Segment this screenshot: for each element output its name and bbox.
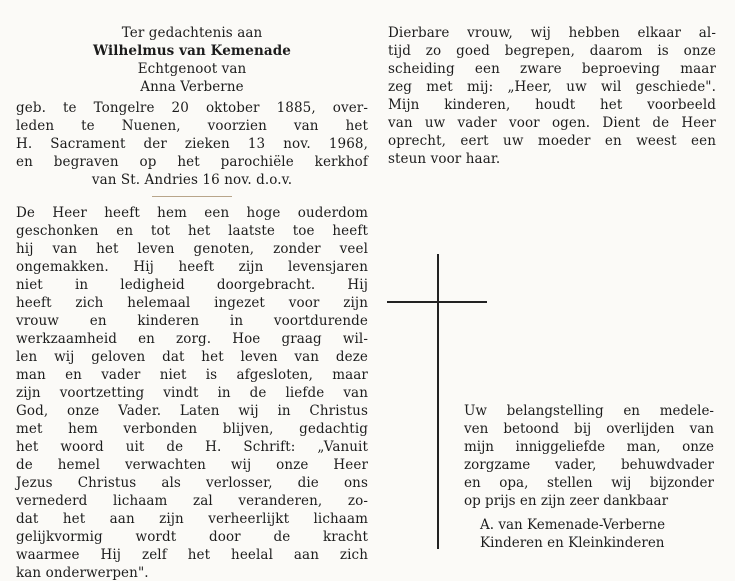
deceased-name: Wilhelmus van Kemenade (93, 43, 291, 59)
text-line: het woord uit de H. Schrift: „Vanuit (16, 439, 368, 455)
divider-rule (152, 196, 232, 197)
text-line: ongemakken. Hij heeft zijn levensjaren (16, 259, 368, 275)
text-line: Mijn kinderen, houdt het voorbeeld (388, 97, 716, 113)
text-line: zijn voortzetting vindt in de liefde van (16, 385, 368, 401)
text-line: len wij geloven dat het leven van deze (16, 349, 368, 365)
text-line: kan onderwerpen". (16, 565, 149, 581)
text-line: op prijs en zijn zeer dankbaar (464, 493, 669, 509)
text-line: gelijkvormig wordt door de kracht (16, 529, 368, 545)
text-line: werkzaamheid en zorg. Hoe graag wil- (16, 331, 368, 347)
text-line: en begraven op het parochiële kerkhof (16, 154, 368, 170)
birth-death-text (16, 99, 368, 189)
signature-name: A. van Kemenade-Verberne (480, 517, 666, 533)
text-line: tijd zo goed begrepen, daarom is onze (388, 43, 716, 59)
text-line: De Heer heeft hem een hoge ouderdom (16, 205, 368, 221)
text-line: scheiding een zware beproeving maar (388, 61, 716, 77)
text-line: hij van het leven genoten, zonder veel (16, 241, 368, 257)
text-line: de hemel verwachten wij onze Heer (16, 457, 368, 473)
text-line: van uw vader voor ogen. Dient de Heer (388, 115, 716, 131)
cross-horizontal-icon (387, 301, 487, 303)
text-line: God, onze Vader. Laten wij in Christus (16, 403, 368, 419)
text-line: van St. Andries 16 nov. d.o.v. (91, 172, 293, 188)
text-line: waarmee Hij zelf het heelal aan zich (16, 547, 368, 563)
text-line: oprecht, eert uw moeder en weest een (388, 133, 716, 149)
text-line: leden te Nuenen, voorzien van het (16, 118, 368, 134)
text-line: ven betoond bij overlijden van (464, 421, 714, 437)
text-line: Dierbare vrouw, wij hebben elkaar al- (388, 25, 716, 41)
text-line: zorgzame vader, behuwdvader (464, 457, 714, 473)
cross-vertical-icon (437, 254, 439, 549)
text-line: niet in ledigheid doorgebracht. Hij (16, 277, 368, 293)
header-line: Echtgenoot van (137, 61, 247, 77)
text-line: heeft zich helemaal ingezet voor zijn (16, 295, 368, 311)
header-line: Ter gedachtenis aan (121, 25, 263, 41)
memorial-header (16, 24, 368, 96)
spouse-name: Anna Verberne (140, 79, 244, 95)
text-line: Jezus Christus als verlosser, die ons (16, 475, 368, 491)
right-panel (388, 24, 716, 168)
text-line: Uw belangstelling en medele- (464, 403, 714, 419)
thanks-text (464, 402, 714, 510)
text-line: dat het aan zijn verheerlijkt lichaam (16, 511, 368, 527)
text-line: en opa, stellen wij bijzonder (464, 475, 714, 491)
memorial-body-text (16, 204, 368, 582)
signature-block (480, 516, 665, 552)
text-line: met hem verbonden blijven, gedachtig (16, 421, 368, 437)
text-line: mijn inniggeliefde man, onze (464, 439, 714, 455)
text-line: vrouw en kinderen in voortdurende (16, 313, 368, 329)
text-line: zeg met mij: „Heer, uw wil geschiede". (388, 79, 716, 95)
left-panel (16, 24, 368, 582)
text-line: man en vader niet is afgesloten, maar (16, 367, 368, 383)
text-line: steun voor haar. (388, 151, 501, 167)
text-line: vernederd lichaam zal veranderen, zo- (16, 493, 368, 509)
signature-family: Kinderen en Kleinkinderen (480, 535, 665, 551)
text-line: geb. te Tongelre 20 oktober 1885, over- (16, 100, 368, 116)
message-to-family-text (388, 24, 716, 168)
text-line: H. Sacrament der zieken 13 nov. 1968, (16, 136, 368, 152)
text-line: geschonken en tot het laatste toe heeft (16, 223, 368, 239)
